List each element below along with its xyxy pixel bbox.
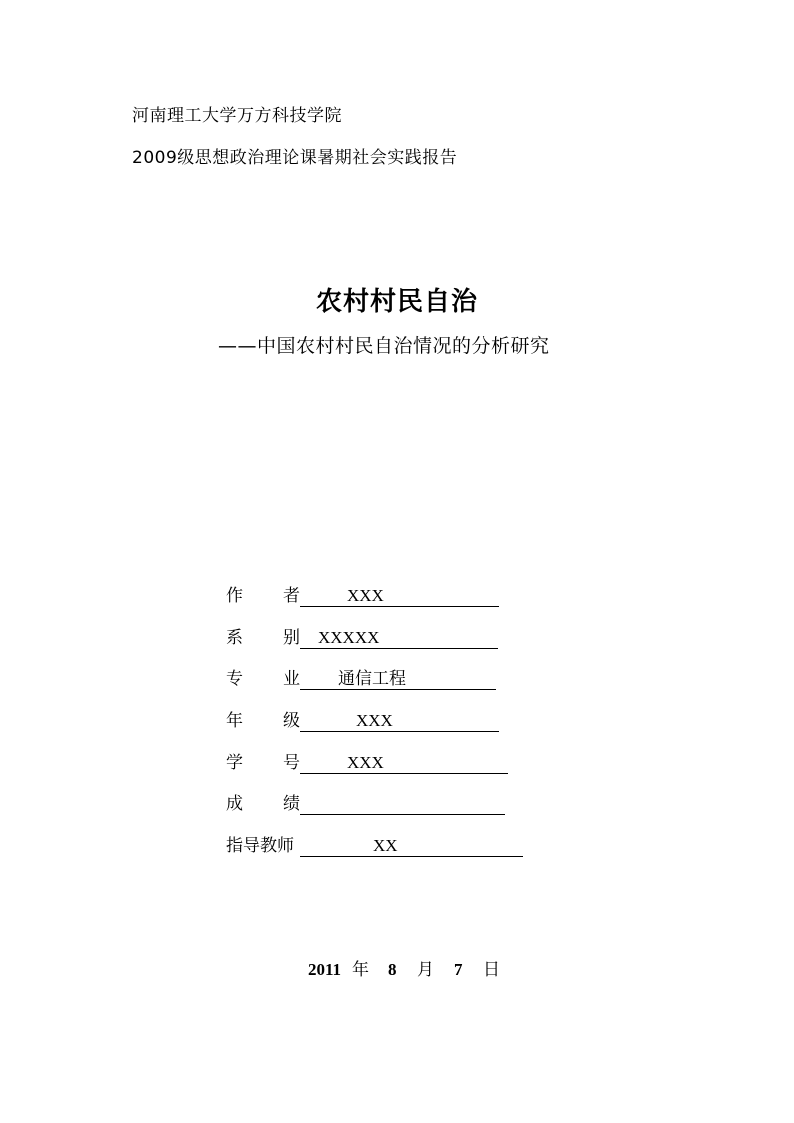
date-day-unit: 日	[483, 960, 500, 980]
date-year: 2011	[308, 960, 342, 979]
info-value-author: XXX	[347, 586, 384, 605]
info-value-major: 通信工程	[338, 669, 406, 689]
report-title: 农村村民自治	[315, 287, 478, 317]
underline-author	[300, 585, 499, 607]
document-page: 河南理工大学万方科技学院 2009级思想政治理论课暑期社会实践报告 农村村民自治 ——中国农村村民自治情况的分析研究 作 者 XXX 系 别 XXXXX 专 业 通信工程 年 级 XXX 学 号 XXX 成 绩 指导教师 XX 2011 年 8 月 7 日	[0, 0, 794, 1123]
report-subtitle: ——中国农村村民自治情况的分析研究	[218, 335, 550, 357]
info-value-advisor: XX	[373, 836, 398, 855]
underline-grade	[300, 710, 499, 732]
date-month: 8	[388, 960, 397, 979]
report-course-title: 2009级思想政治理论课暑期社会实践报告	[132, 148, 458, 168]
school-name: 河南理工大学万方科技学院	[132, 106, 342, 126]
underline-advisor	[300, 835, 523, 857]
date-year-unit: 年	[352, 960, 369, 980]
info-value-department: XXXXX	[318, 628, 380, 647]
underline-student-id	[300, 752, 508, 774]
info-value-student-id: XXX	[347, 753, 384, 772]
date-month-unit: 月	[417, 960, 434, 980]
info-value-grade: XXX	[356, 711, 393, 730]
underline-score	[300, 793, 505, 815]
date-day: 7	[454, 960, 463, 979]
